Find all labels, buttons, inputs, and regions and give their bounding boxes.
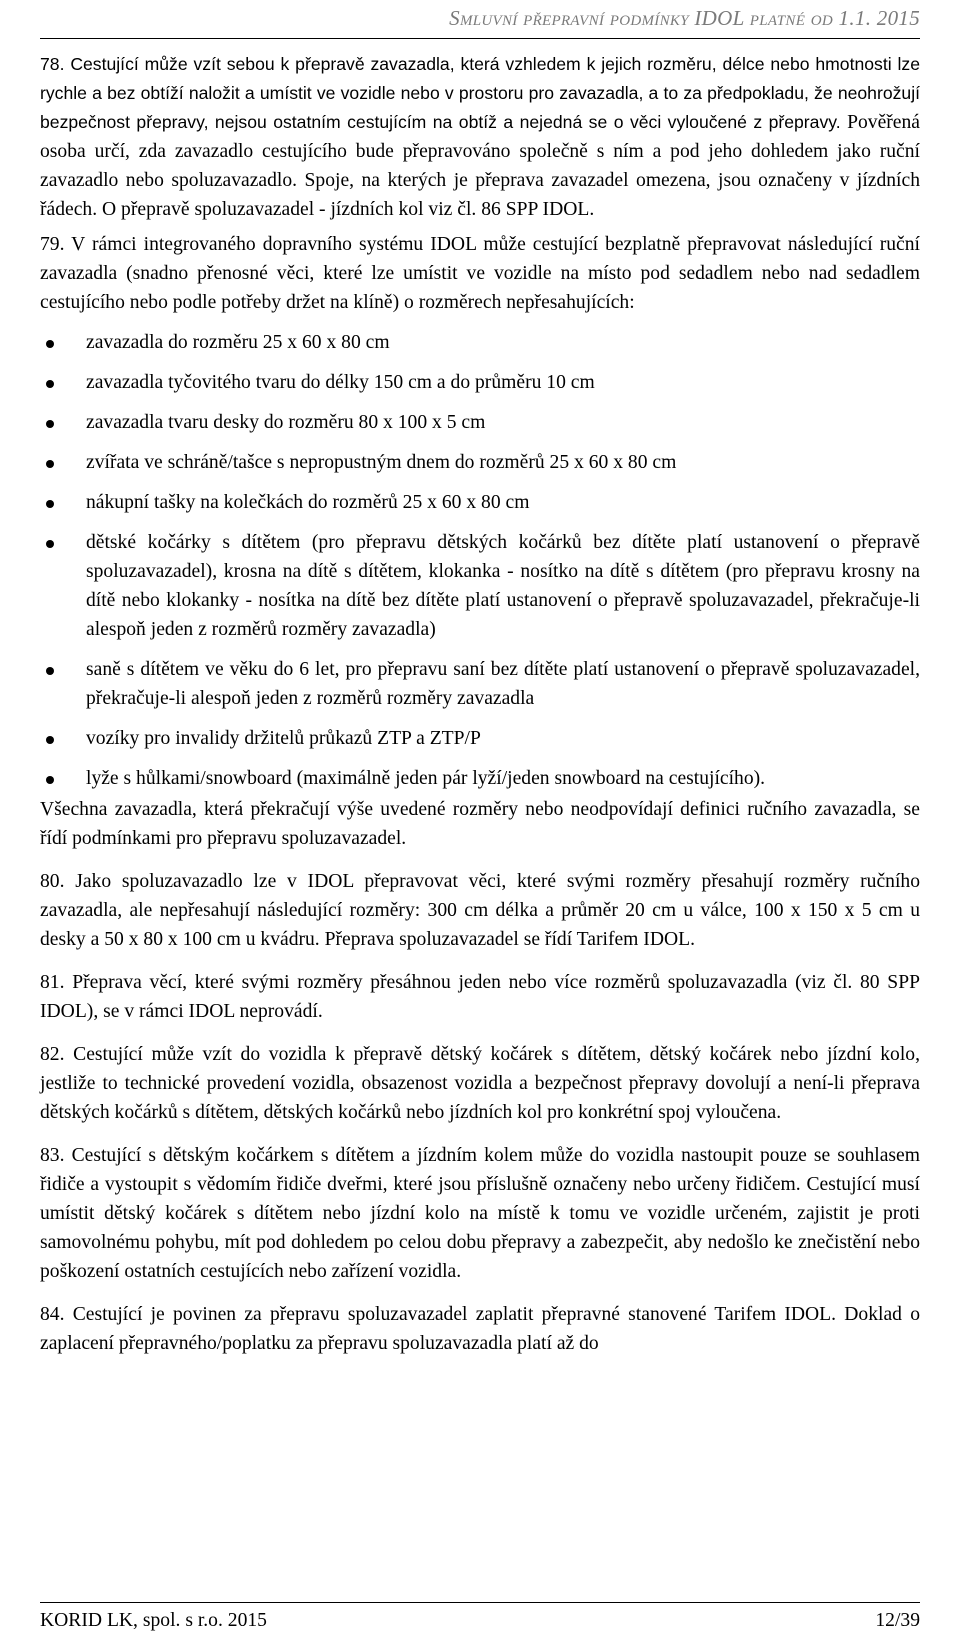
list-item-text: zavazadla do rozměru 25 x 60 x 80 cm	[86, 332, 390, 353]
article-79: 79. V rámci integrovaného dopravního systému IDOL může cestující bezplatně přepravovat následující ruční zavazadla (snadno přenosné věci, které lze umístit ve vozidle na místo pod sedadlem nebo nad sedadlem cestujícího nebo podle potřeby držet na klíně) o rozměrech nepřesahujících:	[40, 234, 920, 313]
list-item-text: nákupní tašky na kolečkách do rozměrů 25 x 60 x 80 cm	[86, 492, 530, 513]
list-item-text: vozíky pro invalidy držitelů průkazů ZTP a ZTP/P	[86, 728, 481, 749]
article-82: 82. Cestující může vzít do vozidla k přepravě dětský kočárek s dítětem, dětský kočárek nebo jízdní kolo, jestliže to technické provedení vozidla, obsazenost vozidla a bezpečnost přepravy dovolují a není-li přeprava dětských kočárků s dítětem, dětských kočárků nebo jízdních kol pro konkrétní spoj vyloučena.	[40, 1044, 920, 1123]
header-divider	[40, 38, 920, 39]
bullet-icon	[46, 460, 54, 468]
bullet-icon	[46, 380, 54, 388]
list-item-text: dětské kočárky s dítětem (pro přepravu dětských kočárků bez dítěte platí ustanovení o přepravě spoluzavazadel), krosna na dítě s dítětem, klokanka - nosítko na dítě s dítětem (pro přepravu krosny na dítě nebo klokanky - nosítka na dítě bez dítěte platí ustanovení o přepravě spoluzavazadel, překračuje-li alespoň jeden z rozměrů rozměry zavazadla)	[86, 532, 920, 640]
article-84: 84. Cestující je povinen za přepravu spoluzavazadel zaplatit přepravné stanovené Tarifem IDOL. Doklad o zaplacení přepravného/poplatku za přepravu spoluzavazadla platí až do	[40, 1304, 920, 1354]
hand-luggage-list	[40, 328, 920, 793]
list-item	[40, 448, 920, 477]
article-80: 80. Jako spoluzavazadlo lze v IDOL přepravovat věci, které svými rozměry přesahují rozměry ručního zavazadla, ale nepřesahují následující rozměry: 300 cm délka a průměr 20 cm u válce, 100 x 150 x 5 cm u desky a 50 x 80 x 100 cm u kvádru. Přeprava spoluzavazadel se řídí Tarifem IDOL.	[40, 871, 920, 950]
article-83: 83. Cestující s dětským kočárkem s dítětem a jízdním kolem může do vozidla nastoupit pouze se souhlasem řidiče a vystoupit s vědomím řidiče dveřmi, které jsou příslušně označeny nebo určeny řidičem. Cestující musí umístit dětský kočárek s dítětem nebo jízdní kolo na místě k tomu ve vozidle určeném, zajistit je proti samovolnému pohybu, mít pod dohledem po celou dobu přepravy a zabezpečit, aby nedošlo ke znečistění nebo poškození ostatních cestujících nebo zařízení vozidla.	[40, 1145, 920, 1282]
article-81: 81. Přeprava věcí, které svými rozměry přesáhnou jeden nebo více rozměrů spoluzavazadla (viz čl. 80 SPP IDOL), se v rámci IDOL neprovádí.	[40, 972, 920, 1022]
list-item	[40, 488, 920, 517]
list-item	[40, 724, 920, 753]
bullet-icon	[46, 776, 54, 784]
bullet-icon	[46, 420, 54, 428]
footer-company: KORID LK, spol. s r.o. 2015	[40, 1610, 267, 1631]
bullet-icon	[46, 736, 54, 744]
list-item-text: saně s dítětem ve věku do 6 let, pro přepravu saní bez dítěte platí ustanovení o přepravě spoluzavazadel, překračuje-li alespoň jeden z rozměrů rozměry zavazadla	[86, 659, 920, 709]
bullet-icon	[46, 667, 54, 675]
list-item-text: lyže s hůlkami/snowboard (maximálně jeden pár lyží/jeden snowboard na cestujícího).	[86, 768, 766, 789]
bullet-icon	[46, 500, 54, 508]
list-item	[40, 528, 920, 644]
list-item	[40, 408, 920, 437]
article-78-continuation: Pověřená osoba určí, zda zavazadlo cestujícího bude přepravováno společně s ním a pod jeho dohledem jako ruční zavazadlo nebo spoluzavazadlo. Spoje, na kterých je přeprava zavazadel omezena, jsou označeny v jízdních řádech. O přepravě spoluzavazadel - jízdních kol viz čl. 86 SPP IDOL.	[40, 112, 921, 220]
page-header	[449, 6, 920, 31]
article-78	[40, 50, 920, 224]
header-title: Smluvní přepravní podmínky IDOL platné od 1.1. 2015	[449, 6, 920, 30]
footer-divider	[40, 1602, 920, 1603]
bullet-icon	[46, 540, 54, 548]
document-body	[40, 50, 920, 1358]
list-item-text: zavazadla tyčovitého tvaru do délky 150 cm a do průměru 10 cm	[86, 372, 595, 393]
bullet-icon	[46, 340, 54, 348]
list-item	[40, 655, 920, 713]
article-79-note: Všechna zavazadla, která překračují výše uvedené rozměry nebo neodpovídají definici ručního zavazadla, se řídí podmínkami pro přepravu spoluzavazadel.	[40, 799, 920, 849]
article-78-text: 78. Cestující může vzít sebou k přepravě zavazadla, která vzhledem k jejich rozměru, délce nebo hmotnosti lze rychle a bez obtíží naložit a umístit ve vozidle nebo v prostoru pro zavazadla, a to za předpokladu, že neohrožují bezpečnost přepravy, nejsou ostatním cestujícím na obtíž a nejedná se o věci vyloučené z přepravy.	[40, 54, 920, 132]
page-number: 12/39	[875, 1610, 920, 1631]
list-item-text: zavazadla tvaru desky do rozměru 80 x 100 x 5 cm	[86, 412, 486, 433]
list-item	[40, 764, 920, 793]
list-item	[40, 328, 920, 357]
list-item	[40, 368, 920, 397]
list-item-text: zvířata ve schráně/tašce s nepropustným dnem do rozměrů 25 x 60 x 80 cm	[86, 452, 677, 473]
